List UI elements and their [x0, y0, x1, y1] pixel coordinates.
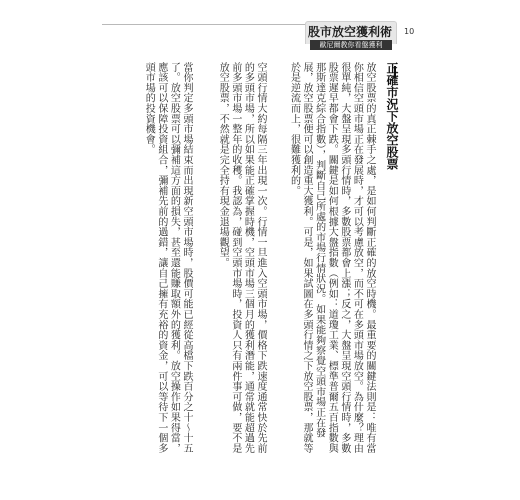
paragraph-1-text: 放空股票的真正棘手之處，是如何判斷正確的放空時機。最重要的關鍵法則是：唯有當你相信空頭市場正在發展時，才可以考慮放空，而不可在多頭市場放空。為什麼？理由很單純，大盤呈現多頭行情時，多數股票都會上漲；反之，大盤呈現空頭行情時，多數股票遲早都會下跌。關鍵是如何根據大盤指數（例如：道瓊工業、標準普爾五百指數與那斯達克綜合指數），判斷自己所處的市場行情狀況。如果能夠察覺空頭市場正在發展，放空股票便可以創造重大獲利。可是，如果試圖在多頭行情之下放空股票，那就等於是逆流而上，很難獲利的。 [288, 62, 375, 454]
section-heading: 正確市況下放空股票 [385, 62, 399, 170]
book-title: 股市放空獲利術 [307, 25, 392, 39]
book-subtitle: 歐尼爾教你看盤獲利 [310, 40, 392, 50]
paragraph-3 [104, 62, 192, 454]
paragraph-3-text: 當你判定多頭市場結束而出現新空頭市場時，股價可能已經從高檔下跌百分之十～十五了。放空股票可以彌補這方面的損失，甚至還能賺取額外的獲利。放空操作如果得當，應該可以保障投資組合，彌補先前的過錯，讓自己擁有充裕的資金，可以等待下一個多頭市場的投資機會。 [143, 62, 192, 454]
paragraph-1 [270, 62, 375, 454]
page-number: 10 [404, 27, 415, 36]
paragraph-2-text: 空頭行情大約每隔三年出現一次。行情一旦進入空頭市場，價格下跌速度通常快於先前的多頭市場，所以如果能正確掌握時機，空頭市場三個月的獲利潛能，通常就能超過先前多頭市場一整年的收穫。我認為，碰到空頭市場時，投資人只有兩件事可做，要不是放空股票，不然就是完全持有現金退場觀望。 [217, 62, 266, 454]
body-text-area [102, 62, 399, 454]
paragraph-2 [196, 62, 266, 454]
